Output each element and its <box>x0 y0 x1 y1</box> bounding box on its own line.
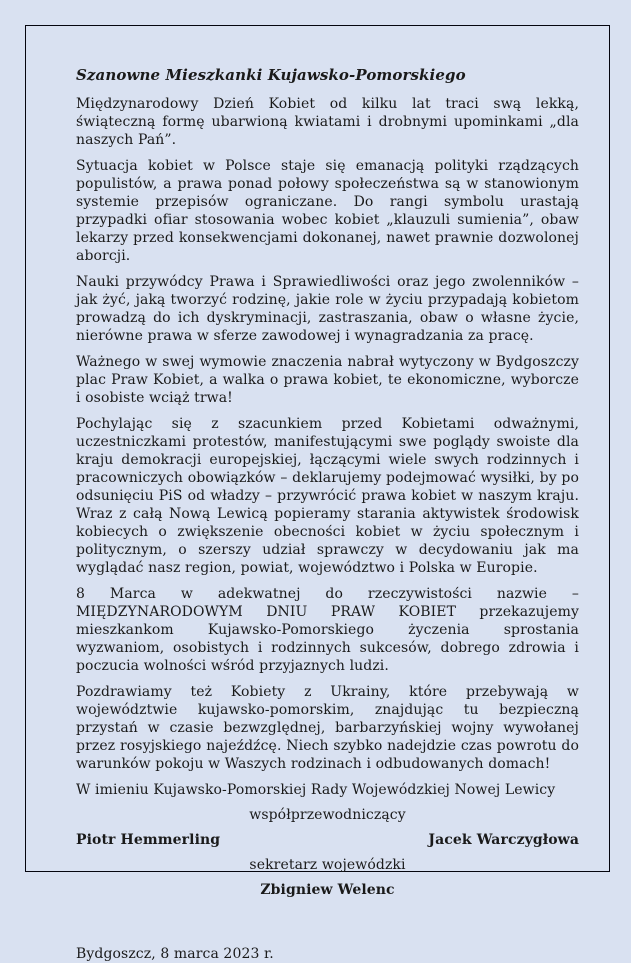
signature-role-co-chairs: współprzewodniczący <box>249 807 406 823</box>
signature-co-chair-left: Piotr Hemmerling <box>76 832 221 848</box>
signature-secretary: Zbigniew Welenc <box>260 882 395 898</box>
paragraph-ukraine-greetings: Pozdrawiamy też Kobiety z Ukrainy, które przebywają w województwie kujawsko-pomorskim, znajdując tu bezpieczną przystań w czasie bezwzględnej, barbarzyńskiej wojny wywołanej przez rosyjskiego najeźdźcę. Niech szybko nadejdzie czas powrotu do warunków pokoju w Waszych rodzinach i odbudowanych domach! <box>76 684 579 772</box>
letter-content <box>76 66 579 963</box>
paragraph-situation-of-women: Sytuacja kobiet w Polsce staje się emanacją polityki rządzących populistów, a prawa ponad połowy społeczeństwa są w stanowionym systemie przepisów ograniczane. Do rangi symbolu urastają przypadki ofiar stosowania wobec kobiet „klauzuli sumienia”, obaw lekarzy przed konsekwencjami dokonanej, nawet prawnie dozwolonej aborcji. <box>76 158 579 264</box>
signature-co-chair-right: Jacek Warczygłowa <box>428 832 579 848</box>
paragraph-womens-rights-square: Ważnego w swej wymowie znaczenia nabrał wytyczony w Bydgoszczy plac Praw Kobiet, a walka o prawa kobiet, te ekonomiczne, wyborcze i osobiste wciąż trwa! <box>76 354 579 406</box>
paragraph-declaration: Pochylając się z szacunkiem przed Kobietami odważnymi, uczestniczkami protestów, manifestującymi swe poglądy swoiste dla kraju demokracji europejskiej, łączącymi wiele swych rodzinnych i pracowniczych obowiązków – deklarujemy podejmować wysiłki, by po odsunięciu PiS od władzy – przywrócić prawa kobiet w naszym kraju. Wraz z całą Nową Lewicą popieramy starania aktywistek środowisk kobiecych o zwiększenie obecności kobiet w życiu społecznym i politycznym, o szerszy udział sprawczy w decydowaniu jak ma wyglądać nasz region, powiat, województwo i Polska w Europie. <box>76 416 579 576</box>
dateline: Bydgoszcz, 8 marca 2023 r. <box>76 946 274 962</box>
closing-line: W imieniu Kujawsko-Pomorskiej Rady Wojewódzkiej Nowej Lewicy <box>76 782 556 798</box>
paragraph-8-march-wishes: 8 Marca w adekwatnej do rzeczywistości nazwie – MIĘDZYNARODOWYM DNIU PRAW KOBIET przekazujemy mieszkankom Kujawsko-Pomorskiego życzenia sprostania wyzwaniom, osobistych i rodzinnych sukcesów, dobrego zdrowia i poczucia wolności wśród przyjaznych ludzi. <box>76 586 579 674</box>
salutation: Szanowne Mieszkanki Kujawsko-Pomorskiego <box>76 66 466 84</box>
signature-names-row <box>76 831 579 849</box>
signature-role-secretary: sekretarz wojewódzki <box>249 857 406 873</box>
paragraph-womens-day-intro: Międzynarodowy Dzień Kobiet od kilku lat traci swą lekką, świąteczną formę ubarwioną kwiatami i drobnymi upominkami „dla naszych Pań”. <box>76 96 579 148</box>
page-border <box>25 25 610 962</box>
paragraph-pis-teachings: Nauki przywódcy Prawa i Sprawiedliwości oraz jego zwolenników – jak żyć, jaką tworzyć rodzinę, jakie role w życiu przypadają kobietom prowadzą do ich dyskryminacji, zastraszania, obaw o własne życie, nierówne prawa w sferze zawodowej i wynagradzania za pracę. <box>76 274 579 344</box>
